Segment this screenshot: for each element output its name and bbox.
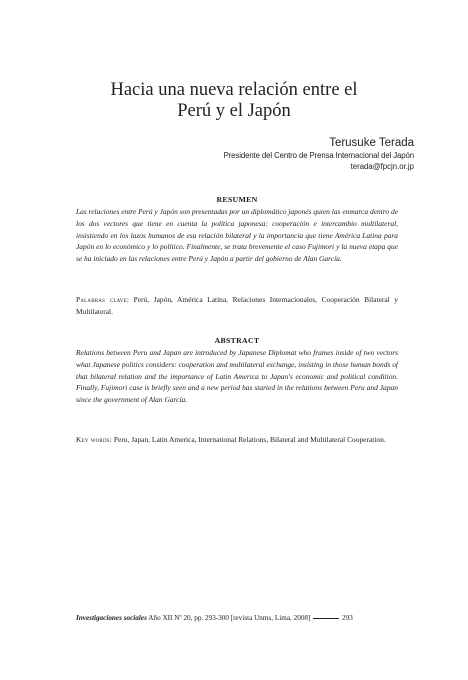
- resumen-heading: RESUMEN: [216, 195, 258, 204]
- abstract-keywords: [76, 434, 398, 446]
- author-affiliation: Presidente del Centro de Prensa Internacional del Japón: [223, 151, 414, 160]
- resumen-keywords-label: Palabras clave:: [76, 295, 130, 304]
- author-email: terada@fpcjn.or.jp: [350, 162, 414, 171]
- footer-journal: Investigaciones sociales: [76, 614, 147, 622]
- author-name: Terusuke Terada: [329, 137, 414, 149]
- resumen-body: Las relaciones entre Perú y Japón son presentadas por un diplomático japonés quien las enmarca dentro de los dos vectores que tiene en cuenta la política japonesa: cooperación e intercambio multilateral, insistiendo en los lazos humanos de esa relación bilateral y la importancia que tiene América Latina para Japón en lo económico y lo político. Finalmente, se trata brevemente el caso Fujimori y la nueva etapa que se ha iniciado en las relaciones entre Perú y Japón a partir del gobierno de Alan García.: [76, 207, 398, 264]
- abstract-keywords-label: Key words:: [76, 435, 113, 444]
- abstract-heading: ABSTRACT: [214, 336, 260, 345]
- title-line-2: Perú y el Japón: [177, 101, 291, 121]
- abstract-keywords-list: Peru, Japan, Latin America, International Relations, Bilateral and Multilateral Cooperation.: [113, 435, 386, 444]
- footer-rule: [313, 618, 339, 619]
- title-line-1: Hacia una nueva relación entre el: [110, 80, 358, 100]
- page-number: 293: [342, 614, 353, 622]
- page-footer: [76, 614, 416, 622]
- abstract-body: Relations between Peru and Japan are introduced by Japanese Diplomat who frames inside of two vectors what Japanese politics considers: cooperation and multilateral exchange, insisting in those human bonds of that bilateral relation and the importance of Latin America to Japan's economic and political condition. Finally, Fujimori case is briefly seen and a new period has started in the relations between Peru and Japan since the government of Alan García.: [76, 348, 398, 405]
- resumen-keywords-list: Perú, Japón, América Latina, Relaciones Internacionales, Cooperación Bilateral y Multilateral.: [76, 295, 399, 316]
- article-title: [60, 80, 408, 122]
- footer-issue: Año XII Nº 20, pp. 293-300 [revista Unms, Lima, 2008]: [148, 614, 311, 622]
- resumen-keywords: [76, 294, 398, 318]
